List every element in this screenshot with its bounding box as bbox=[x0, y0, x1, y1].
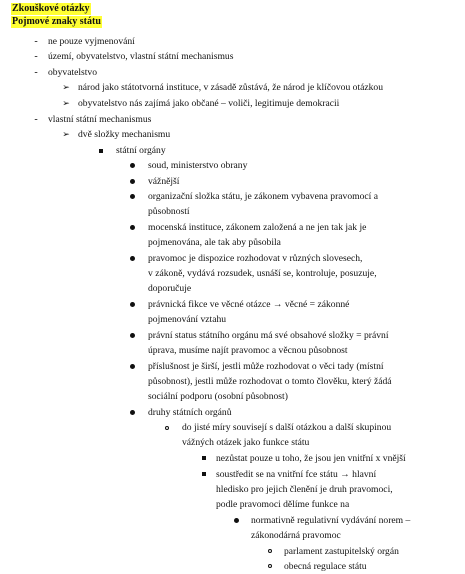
list-item: právnická fikce ve věcné otázce → věcné = zákonné bbox=[148, 299, 350, 310]
list-item: dvě složky mechanismu bbox=[78, 129, 171, 140]
list-item: nezůstat pouze u toho, že jsou jen vnitřní x vnější bbox=[216, 453, 406, 464]
list-item-continuation: podle pravomoci dělíme funkce na bbox=[216, 499, 350, 510]
list-item: soud, ministerstvo obrany bbox=[148, 160, 248, 171]
bullet-dot-icon bbox=[130, 364, 135, 369]
bullet-dot-icon bbox=[130, 194, 135, 199]
bullet-dot-icon bbox=[234, 518, 239, 523]
list-item: druhy státních orgánů bbox=[148, 407, 232, 418]
list-item: vážnější bbox=[148, 176, 180, 187]
arrow-bullet-icon: ➢ bbox=[62, 129, 70, 139]
list-item: parlament zastupitelský orgán bbox=[284, 546, 399, 557]
circle-bullet-icon bbox=[165, 426, 169, 430]
list-item: příslušnost je širší, jestli může rozhodovat o věci tady (místní bbox=[148, 361, 384, 372]
bullet-dot-icon bbox=[130, 302, 135, 307]
bullet-dot-icon bbox=[130, 333, 135, 338]
square-bullet-icon bbox=[202, 472, 206, 476]
bullet-dot-icon bbox=[130, 179, 135, 184]
list-item: vlastní státní mechanismus bbox=[48, 114, 152, 125]
dash-marker: - bbox=[34, 114, 38, 125]
list-item: právní status státního orgánu má své obsahové složky = právní bbox=[148, 330, 389, 341]
list-item: národ jako státotvorná instituce, v zásadě zůstává, že národ je klíčovou otázkou bbox=[78, 82, 384, 93]
list-item-continuation: úprava, musíme najít pravomoc a věcnou působnost bbox=[148, 345, 348, 356]
arrow-bullet-icon: ➢ bbox=[62, 82, 70, 92]
dash-marker: - bbox=[34, 67, 38, 78]
square-bullet-icon bbox=[202, 456, 206, 460]
bullet-dot-icon bbox=[130, 163, 135, 168]
list-item: pravomoc je dispozice rozhodovat v různých slovesech, bbox=[148, 253, 363, 264]
list-item-continuation: doporučuje bbox=[148, 283, 192, 294]
arrow-bullet-icon: ➢ bbox=[62, 98, 70, 108]
list-item: soustředit se na vnitřní fce státu → hlavní bbox=[216, 469, 377, 480]
list-item: obyvatelstvo bbox=[48, 67, 98, 78]
bullet-dot-icon bbox=[130, 225, 135, 230]
list-item-continuation: vážných otázek jako funkce státu bbox=[182, 437, 310, 448]
list-item-continuation: pojmenování vztahu bbox=[148, 314, 227, 325]
list-item-continuation: působnost), jestli může rozhodovat o tomto člověku, který žádá bbox=[148, 376, 392, 387]
document-title: Zkouškové otázky bbox=[12, 3, 90, 14]
list-item: obecná regulace státu bbox=[284, 561, 367, 572]
dash-marker: - bbox=[34, 51, 38, 62]
list-item-continuation: sociální podporu (osobní působnost) bbox=[148, 391, 288, 402]
square-bullet-icon bbox=[99, 149, 103, 153]
list-item: organizační složka státu, je zákonem vybavena pravomocí a bbox=[148, 191, 378, 202]
circle-bullet-icon bbox=[268, 549, 272, 553]
list-item: mocenská instituce, zákonem založená a ne jen tak jak je bbox=[148, 222, 367, 233]
circle-bullet-icon bbox=[268, 564, 272, 568]
dash-marker: - bbox=[34, 36, 38, 47]
section-heading: Pojmové znaky státu bbox=[12, 16, 101, 27]
list-item: normativně regulativní vydávání norem – bbox=[251, 515, 411, 526]
list-item-continuation: zákonodárná pravomoc bbox=[251, 530, 341, 541]
list-item: do jisté míry souvisejí s další otázkou a další skupinou bbox=[182, 422, 392, 433]
list-item: území, obyvatelstvo, vlastní státní mechanismus bbox=[48, 51, 234, 62]
bullet-dot-icon bbox=[130, 256, 135, 261]
list-item-continuation: hledisko pro jejich členění je druh pravomoci, bbox=[216, 484, 393, 495]
list-item: státní orgány bbox=[116, 145, 166, 156]
list-item: obyvatelstvo nás zajímá jako občané – voliči, legitimuje demokracii bbox=[78, 98, 340, 109]
bullet-dot-icon bbox=[130, 410, 135, 415]
list-item-continuation: v zákoně, vydává rozsudek, usnáší se, kontroluje, posuzuje, bbox=[148, 268, 377, 279]
list-item-continuation: pojmenována, ale tak aby působila bbox=[148, 237, 281, 248]
list-item: ne pouze vyjmenování bbox=[48, 36, 135, 47]
list-item-continuation: působností bbox=[148, 206, 190, 217]
